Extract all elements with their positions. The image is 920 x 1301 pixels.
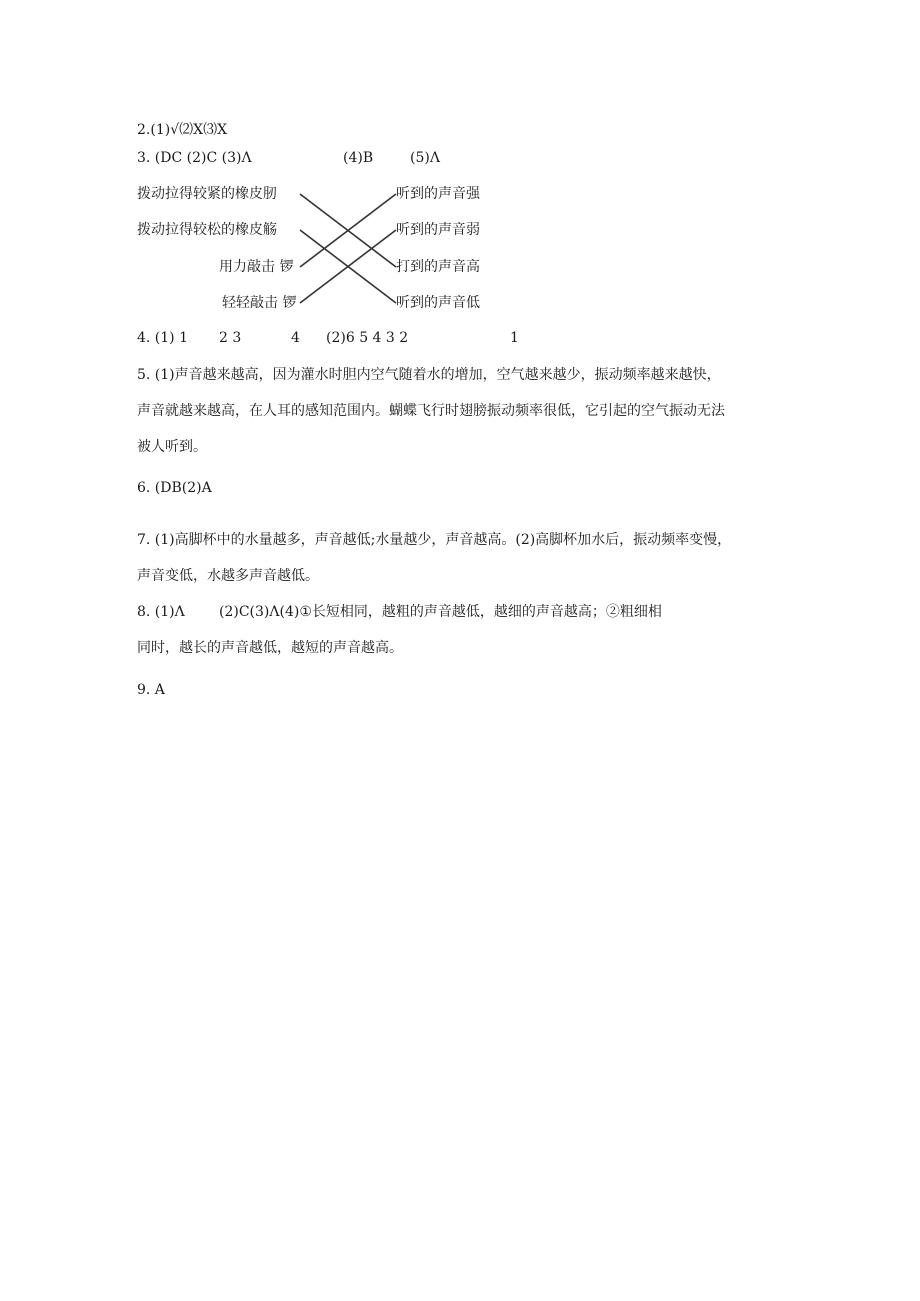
- q5-line-2: 声音就越来越高，在人耳的感知范围内。蝴蝶飞行时翅膀振动频率很低，它引起的空气振动无法: [137, 403, 725, 419]
- q3-answer-part2: (4)B: [343, 150, 374, 166]
- q7-line-1: 7. (1)高脚杯中的水量越多，声音越低;水量越少，声音越高。(2)高脚杯加水后，振动频率变慢，: [137, 532, 732, 548]
- match-left-3: 用力敲击 锣: [219, 259, 294, 275]
- q2-answer: 2.(1)√⑵X⑶X: [137, 122, 228, 138]
- match-right-3: 打到的声音高: [396, 259, 480, 275]
- q4-answer-a: 4. (1) 1: [137, 330, 188, 346]
- match-left-1: 拨动拉得较紧的橡皮肕: [137, 186, 277, 202]
- q7-line-2: 声音变低，水越多声音越低。: [137, 568, 319, 584]
- match-right-1: 听到的声音强: [396, 186, 480, 202]
- q9-answer: 9. A: [137, 682, 165, 698]
- q4-answer-e: 1: [510, 330, 519, 346]
- q8-line-2: 同时，越长的声音越低，越短的声音越高。: [137, 640, 403, 656]
- q4-answer-d: (2)6 5 4 3 2: [326, 330, 409, 346]
- q8-answer-b: (2)C(3)Λ(4)①长短相同，越粗的声音越低，越细的声音越高；②粗细相: [219, 604, 662, 620]
- match-line-4: [300, 230, 396, 303]
- match-line-2: [300, 230, 396, 303]
- match-line-3: [300, 194, 396, 267]
- q5-line-3: 被人听到。: [137, 439, 207, 455]
- q4-answer-c: 4: [291, 330, 300, 346]
- match-right-4: 听到的声音低: [396, 295, 480, 311]
- match-left-2: 拨动拉得较松的橡皮觞: [137, 222, 277, 238]
- q3-answer-part1: 3. (DC (2)C (3)Λ: [137, 150, 252, 166]
- q3-answer-part3: (5)Λ: [410, 150, 440, 166]
- q8-answer-a: 8. (1)Λ: [137, 604, 185, 620]
- q4-answer-b: 2 3: [219, 330, 242, 346]
- match-right-2: 听到的声音弱: [396, 222, 480, 238]
- match-left-4: 轻轻敲击 锣: [222, 295, 297, 311]
- q5-line-1: 5. (1)声音越来越高，因为灌水时胆内空气随着水的增加，空气越来越少，振动频率越来越快，: [137, 367, 721, 383]
- q6-answer: 6. (DB(2)A: [137, 480, 212, 496]
- match-line-1: [300, 194, 396, 267]
